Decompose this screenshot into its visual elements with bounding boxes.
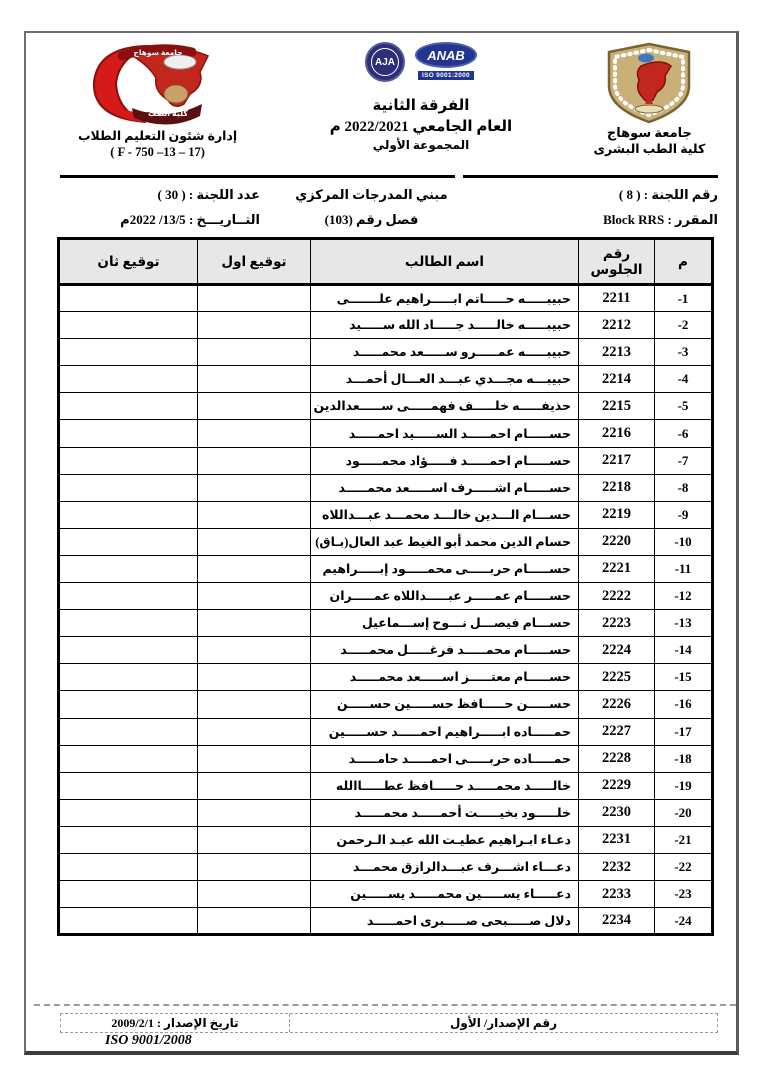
footer-issue-table xyxy=(60,1013,718,1033)
row-number-cell: -3 xyxy=(655,339,713,366)
seat-number-cell: 2211 xyxy=(579,285,655,312)
student-name-cell: خلـــــود بخيـــــت أحمـــــد محمـــــد xyxy=(311,799,579,826)
row-number-cell: -9 xyxy=(655,501,713,528)
row-number-cell: -21 xyxy=(655,826,713,853)
first-signature-cell xyxy=(198,664,311,691)
student-name-cell: حســـــام معتـــــز اســـــعد محمـــــد xyxy=(311,664,579,691)
second-signature-cell xyxy=(59,583,198,610)
second-signature-cell xyxy=(59,853,198,880)
student-name-cell: حبيبـــه مجـــدي عبـــد العـــال أحمـــد xyxy=(311,366,579,393)
seat-number-cell: 2220 xyxy=(579,528,655,555)
table-row xyxy=(59,745,713,772)
second-signature-cell xyxy=(59,664,198,691)
second-signature-cell xyxy=(59,447,198,474)
first-signature-cell xyxy=(198,745,311,772)
row-number-cell: -16 xyxy=(655,691,713,718)
row-number-cell: -7 xyxy=(655,447,713,474)
second-signature-cell xyxy=(59,691,198,718)
student-name-cell: حســـــام عمـــــر عبـــــداللاه عمـــــران xyxy=(311,583,579,610)
anab-iso-band: ISO 9001:2000 xyxy=(418,71,474,80)
form-code: ( F - 750 –13 – 17) xyxy=(110,145,205,159)
second-signature-cell xyxy=(59,285,198,312)
first-signature-cell xyxy=(198,528,311,555)
first-signature-cell xyxy=(198,393,311,420)
seat-number-cell: 2227 xyxy=(579,718,655,745)
first-signature-cell xyxy=(198,610,311,637)
seat-number-cell: 2234 xyxy=(579,908,655,935)
row-number-cell: -4 xyxy=(655,366,713,393)
seat-number-cell: 2230 xyxy=(579,799,655,826)
first-signature-cell xyxy=(198,718,311,745)
page-header xyxy=(48,42,724,178)
student-name-cell: دلال صـــــبحى صـــــبرى احمـــــد xyxy=(311,908,579,935)
first-signature-cell xyxy=(198,285,311,312)
table-row xyxy=(59,528,713,555)
second-signature-cell xyxy=(59,610,198,637)
seat-number-cell: 2223 xyxy=(579,610,655,637)
header-separator-line xyxy=(60,175,718,178)
first-signature-cell xyxy=(198,772,311,799)
seat-number-cell: 2226 xyxy=(579,691,655,718)
table-row xyxy=(59,718,713,745)
row-number-cell: -13 xyxy=(655,610,713,637)
first-signature-cell xyxy=(198,474,311,501)
student-name-cell: حبيبـــــه حـــــاتم ابـــــراهيم علـــــــى xyxy=(311,285,579,312)
student-name-cell: حمـــــاده ابـــــراهيم احمـــــد حســـــين xyxy=(311,718,579,745)
table-row xyxy=(59,772,713,799)
seat-number-cell: 2221 xyxy=(579,555,655,582)
department-name: إدارة شئون التعليم الطلاب xyxy=(77,129,238,143)
first-signature-cell xyxy=(198,799,311,826)
issue-date: تاريخ الإصدار : 2009/2/1 xyxy=(111,1015,239,1030)
seat-number-cell: 2216 xyxy=(579,420,655,447)
grade-title: الفرقة الثانية xyxy=(372,98,470,114)
group-title: المجموعة الأولي xyxy=(372,138,470,152)
first-signature-cell xyxy=(198,555,311,582)
row-number-cell: -20 xyxy=(655,799,713,826)
student-name-cell: حســـــام محمـــــد فرغـــــل محمـــــد xyxy=(311,637,579,664)
header-title-block xyxy=(267,42,575,178)
table-row xyxy=(59,312,713,339)
first-signature-cell xyxy=(198,637,311,664)
col-header-seat: رقم الجلوس xyxy=(579,239,655,285)
aja-logo-text: AJA xyxy=(371,48,399,76)
second-signature-cell xyxy=(59,718,198,745)
first-signature-cell xyxy=(198,908,311,935)
col-header-first-signature: توقيع اول xyxy=(198,239,311,285)
row-number-cell: -19 xyxy=(655,772,713,799)
university-name: جامعة سوهاج xyxy=(606,125,692,140)
first-signature-cell xyxy=(198,366,311,393)
seat-number-cell: 2228 xyxy=(579,745,655,772)
student-name-cell: حبيبـــــه خالـــــد جـــــاد الله ســـــيد xyxy=(311,312,579,339)
table-row xyxy=(59,664,713,691)
table-row xyxy=(59,799,713,826)
table-row xyxy=(59,691,713,718)
iso-certification-label: ISO 9001/2008 xyxy=(105,1033,192,1048)
student-name-cell: حمـــــاده حربـــــى احمـــــد حامـــــد xyxy=(311,745,579,772)
faculty-name: كلية الطب البشرى xyxy=(593,142,706,156)
col-header-second-signature: توقيع ثان xyxy=(59,239,198,285)
second-signature-cell xyxy=(59,745,198,772)
second-signature-cell xyxy=(59,881,198,908)
table-row xyxy=(59,881,713,908)
second-signature-cell xyxy=(59,555,198,582)
table-row xyxy=(59,366,713,393)
second-signature-cell xyxy=(59,501,198,528)
seat-number-cell: 2218 xyxy=(579,474,655,501)
committee-count: عدد اللجنة : ( 30 ) xyxy=(157,187,260,202)
first-signature-cell xyxy=(198,853,311,880)
student-table-body xyxy=(59,285,713,935)
committee-number: رقم اللجنة : ( 8 ) xyxy=(618,187,718,202)
student-name-cell: حســـــام احمـــــد الســـــيد احمـــــد xyxy=(311,420,579,447)
issue-number: رقم الإصدار/ الأول xyxy=(289,1014,717,1032)
row-number-cell: -1 xyxy=(655,285,713,312)
first-signature-cell xyxy=(198,881,311,908)
seat-number-cell: 2213 xyxy=(579,339,655,366)
seat-number-cell: 2217 xyxy=(579,447,655,474)
crescent-top-text: جامعة سوهاج xyxy=(133,48,183,57)
header-department-block xyxy=(48,42,267,178)
second-signature-cell xyxy=(59,908,198,935)
attendance-table xyxy=(57,237,714,936)
seat-number-cell: 2231 xyxy=(579,826,655,853)
first-signature-cell xyxy=(198,312,311,339)
student-name-cell: خالـــــد محمـــــد حـــــافظ عطـــــاالله xyxy=(311,772,579,799)
seat-number-cell: 2214 xyxy=(579,366,655,393)
seat-number-cell: 2225 xyxy=(579,664,655,691)
seat-number-cell: 2219 xyxy=(579,501,655,528)
col-header-number: م xyxy=(655,239,713,285)
first-signature-cell xyxy=(198,583,311,610)
second-signature-cell xyxy=(59,772,198,799)
table-header-row xyxy=(59,239,713,285)
first-signature-cell xyxy=(198,501,311,528)
row-number-cell: -14 xyxy=(655,637,713,664)
seat-number-cell: 2233 xyxy=(579,881,655,908)
footer-dashed-rule xyxy=(34,1004,736,1006)
exam-date: التــاريـــخ : 13/5/ 2022م xyxy=(120,212,260,227)
table-row xyxy=(59,393,713,420)
second-signature-cell xyxy=(59,474,198,501)
table-row xyxy=(59,583,713,610)
student-name-cell: دعـاء ابـراهيم عطيـت الله عبـد الـرحمن xyxy=(311,826,579,853)
first-signature-cell xyxy=(198,420,311,447)
student-name-cell: دعـــاء اشـــرف عبـــدالرازق محمـــد xyxy=(311,853,579,880)
anab-logo xyxy=(415,42,477,80)
row-number-cell: -23 xyxy=(655,881,713,908)
table-row xyxy=(59,420,713,447)
first-signature-cell xyxy=(198,339,311,366)
table-row xyxy=(59,339,713,366)
table-row xyxy=(59,555,713,582)
table-row xyxy=(59,501,713,528)
student-name-cell: حســـــام حربـــــى محمـــــود إبـــــراهيم xyxy=(311,555,579,582)
second-signature-cell xyxy=(59,393,198,420)
room-number: فصل رقم (103) xyxy=(324,212,419,227)
row-number-cell: -15 xyxy=(655,664,713,691)
first-signature-cell xyxy=(198,691,311,718)
table-row xyxy=(59,908,713,935)
building-name: مبني المدرجات المركزي xyxy=(295,187,448,202)
header-university-block xyxy=(575,42,724,178)
seat-number-cell: 2215 xyxy=(579,393,655,420)
second-signature-cell xyxy=(59,312,198,339)
table-row xyxy=(59,826,713,853)
second-signature-cell xyxy=(59,826,198,853)
student-name-cell: حســـــام احمـــــد فـــــؤاد محمـــــود xyxy=(311,447,579,474)
row-number-cell: -11 xyxy=(655,555,713,582)
table-row xyxy=(59,285,713,312)
table-row xyxy=(59,637,713,664)
second-signature-cell xyxy=(59,637,198,664)
second-signature-cell xyxy=(59,799,198,826)
row-number-cell: -18 xyxy=(655,745,713,772)
second-signature-cell xyxy=(59,339,198,366)
student-name-cell: حســـــن حـــــافظ حســـــين حســـــن xyxy=(311,691,579,718)
committee-info xyxy=(60,182,718,234)
second-signature-cell xyxy=(59,528,198,555)
seat-number-cell: 2224 xyxy=(579,637,655,664)
first-signature-cell xyxy=(198,826,311,853)
student-name-cell: حذيفـــــه خلـــــف فهمـــــى ســـــعدالدين xyxy=(311,393,579,420)
student-name-cell: حسام الدين محمد أبو الغيط عبد العال(بـاق) xyxy=(311,528,579,555)
seat-number-cell: 2222 xyxy=(579,583,655,610)
university-shield-logo xyxy=(601,42,697,124)
student-name-cell: حســـام الـــدين خالـــد محمـــد عبـــداللاه xyxy=(311,501,579,528)
anab-logo-text: ANAB xyxy=(415,42,477,68)
row-number-cell: -8 xyxy=(655,474,713,501)
crescent-bottom-text: كلية الطب xyxy=(147,109,188,118)
student-name-cell: حســـــام اشـــــرف اســـــعد محمـــــد xyxy=(311,474,579,501)
table-row xyxy=(59,853,713,880)
course-name: المقرر : Block RRS xyxy=(603,212,718,227)
row-number-cell: -12 xyxy=(655,583,713,610)
student-name-cell: دعـــــاء يســـــين محمـــــد يســـــين xyxy=(311,881,579,908)
row-number-cell: -17 xyxy=(655,718,713,745)
second-signature-cell xyxy=(59,366,198,393)
first-signature-cell xyxy=(198,447,311,474)
col-header-name: اسم الطالب xyxy=(311,239,579,285)
aja-logo xyxy=(365,42,405,82)
row-number-cell: -2 xyxy=(655,312,713,339)
row-number-cell: -24 xyxy=(655,908,713,935)
second-signature-cell xyxy=(59,420,198,447)
table-row xyxy=(59,474,713,501)
table-row xyxy=(59,610,713,637)
seat-number-cell: 2212 xyxy=(579,312,655,339)
academic-year-title: العام الجامعي 2022/2021 م xyxy=(329,119,513,135)
faculty-crescent-logo xyxy=(80,42,236,128)
table-row xyxy=(59,447,713,474)
accreditation-logos xyxy=(365,42,477,94)
row-number-cell: -6 xyxy=(655,420,713,447)
row-number-cell: -22 xyxy=(655,853,713,880)
seat-number-cell: 2232 xyxy=(579,853,655,880)
row-number-cell: -5 xyxy=(655,393,713,420)
student-name-cell: حبيبـــــه عمـــــرو ســـــعد محمـــــد xyxy=(311,339,579,366)
row-number-cell: -10 xyxy=(655,528,713,555)
seat-number-cell: 2229 xyxy=(579,772,655,799)
student-name-cell: حســـام فيصـــل نـــوح إســـماعيل xyxy=(311,610,579,637)
